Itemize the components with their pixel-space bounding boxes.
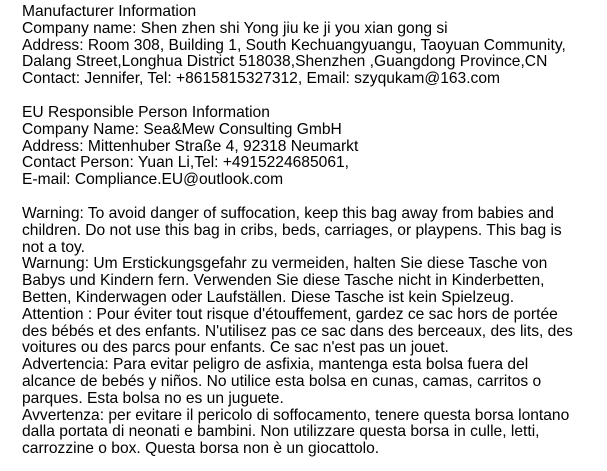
warning-it-line-2: dalla portata di neonati e bambini. Non utilizzare questa borsa in culle, letti, xyxy=(22,423,540,441)
section-spacer xyxy=(22,88,607,105)
manufacturer-address-line-1: Address: Room 308, Building 1, South Kechuangyuangu, Taoyuan Community, xyxy=(22,36,566,54)
warning-es-line-3: parques. Esta bolsa no es un juguete. xyxy=(22,389,284,407)
warning-fr-line-3: voitures ou des parcs pour enfants. Ce sac n'est pas un jouet. xyxy=(22,339,449,357)
eu-rep-company-name: Company Name: Sea&Mew Consulting GmbH xyxy=(22,120,342,138)
manufacturer-address-line-2: Dalang Street,Longhua District 518038,Shenzhen ,Guangdong Province,CN xyxy=(22,53,548,71)
warning-de-line-3: Betten, Kinderwagen oder Laufställen. Diese Tasche ist kein Spielzeug. xyxy=(22,288,515,306)
warning-it-line-3: carrozzine o box. Questa borsa non è un giocattolo. xyxy=(22,440,380,458)
eu-rep-section xyxy=(22,105,607,189)
warning-en-line-2: children. Do not use this bag in cribs, beds, carriages, or playpens. This bag is xyxy=(22,221,562,239)
eu-rep-heading: EU Responsible Person Information xyxy=(22,103,270,121)
manufacturer-heading: Manufacturer Information xyxy=(22,3,197,20)
warning-fr-line-2: des bébés et des enfants. N'utilisez pas ce sac dans des berceaux, des lits, des xyxy=(22,322,573,340)
manufacturer-company-name: Company name: Shen zhen shi Yong jiu ke ji you xian gong si xyxy=(22,19,448,37)
eu-rep-contact-person: Contact Person: Yuan Li,Tel: +4915224685061, xyxy=(22,154,350,172)
warning-de-line-2: Babys und Kindern fern. Verwenden Sie diese Tasche nicht in Kinderbetten, xyxy=(22,272,545,290)
warning-it-line-1: Avvertenza: per evitare il pericolo di soffocamento, tenere questa borsa lontano xyxy=(22,406,570,424)
section-spacer xyxy=(22,189,607,206)
manufacturer-section xyxy=(22,4,607,88)
warning-es-line-1: Advertencia: Para evitar peligro de asfixia, mantenga esta bolsa fuera del xyxy=(22,356,529,374)
manufacturer-contact: Contact: Jennifer, Tel: +8615815327312, Email: szyqukam@163.com xyxy=(22,70,501,88)
eu-rep-email: E-mail: Compliance.EU@outlook.com xyxy=(22,171,284,189)
warning-fr-line-1: Attention : Pour éviter tout risque d'étouffement, gardez ce sac hors de portée xyxy=(22,305,558,323)
eu-rep-address: Address: Mittenhuber Straße 4, 92318 Neumarkt xyxy=(22,137,359,155)
warning-de-line-1: Warnung: Um Erstickungsgefahr zu vermeiden, halten Sie diese Tasche von xyxy=(22,255,548,273)
warning-en-line-3: not a toy. xyxy=(22,238,85,256)
warning-es-line-2: alcance de bebés y niños. No utilice esta bolsa en cunas, camas, carritos o xyxy=(22,372,542,390)
warning-en-line-1: Warning: To avoid danger of suffocation, keep this bag away from babies and xyxy=(22,204,554,222)
warnings-section xyxy=(22,206,607,458)
